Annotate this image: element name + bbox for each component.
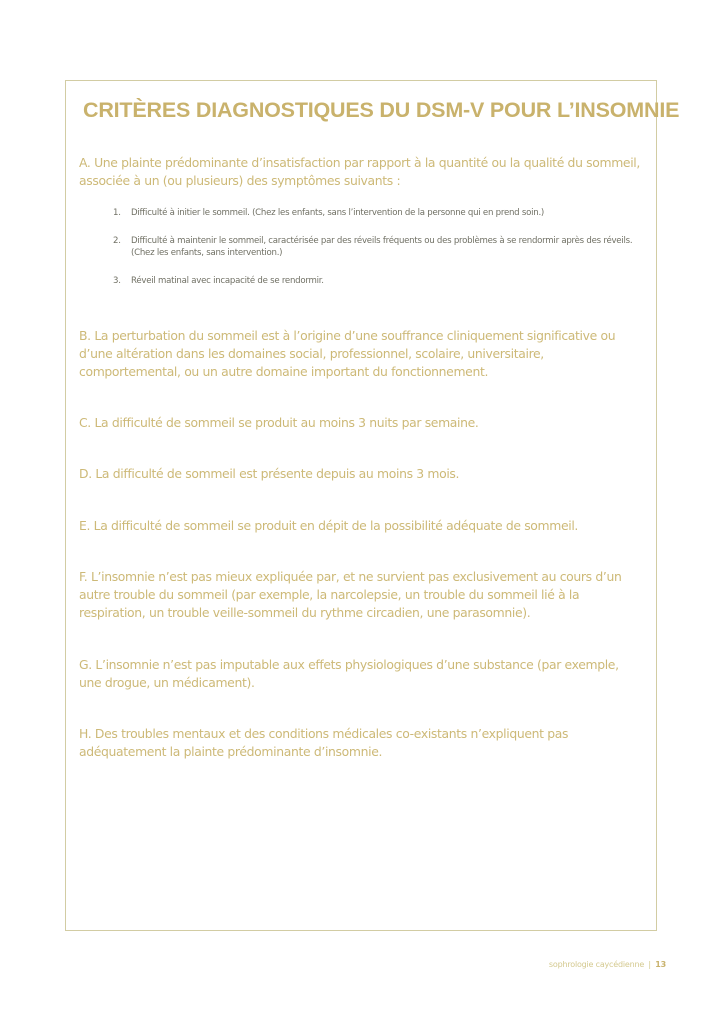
list-item-number: 2. — [113, 235, 121, 246]
criterion-h: H. Des troubles mentaux et des conditions médicales co-existants n’expliquent pas adéquatement la plainte prédominante d’insomnie. — [79, 726, 569, 759]
list-item — [113, 207, 648, 220]
list-item-number: 1. — [113, 208, 121, 218]
list-item — [113, 275, 648, 288]
list-item-text: Difficulté à maintenir le sommeil, caractérisée par des réveils fréquents ou des problèmes à se rendormir après des réveils. (Chez les enfants, sans intervention.) — [131, 235, 633, 258]
page-footer — [549, 960, 666, 969]
criterion-c: C. La difficulté de sommeil se produit au moins 3 nuits par semaine. — [79, 415, 479, 430]
page-number: 13 — [655, 960, 666, 969]
page-title: CRITÈRES DIAGNOSTIQUES DU DSM-V POUR L’INSOMNIE — [83, 98, 680, 122]
criterion-b: B. La perturbation du sommeil est à l’origine d’une souffrance cliniquement significative ou d’une altération dans les domaines social, professionnel, scolaire, universitaire, comportemental, ou un autre domaine important du fonctionnement. — [79, 328, 616, 379]
footer-separator: | — [648, 960, 651, 969]
list-item-text: Réveil matinal avec incapacité de se rendormir. — [131, 275, 324, 286]
criterion-a: A. Une plainte prédominante d’insatisfaction par rapport à la quantité ou la qualité du sommeil, associée à un (ou plusieurs) des symptômes suivants : — [79, 155, 640, 188]
criterion-a-symptom-list — [113, 207, 648, 302]
footer-label: sophrologie caycédienne — [548, 960, 645, 969]
list-item — [113, 235, 648, 260]
criterion-e: E. La difficulté de sommeil se produit en dépit de la possibilité adéquate de sommeil. — [79, 518, 579, 533]
criterion-g: G. L’insomnie n’est pas imputable aux effets physiologiques d’une substance (par exemple, une drogue, un médicament). — [79, 657, 619, 690]
criterion-d: D. La difficulté de sommeil est présente depuis au moins 3 mois. — [79, 466, 460, 481]
list-item-text: Difficulté à initier le sommeil. (Chez les enfants, sans l’intervention de la personne qui en prend soin.) — [131, 208, 545, 218]
criterion-f: F. L’insomnie n’est pas mieux expliquée par, et ne survient pas exclusivement au cours d’un autre trouble du sommeil (par exemple, la narcolepsie, un trouble du sommeil lié à la respiration, un trouble veille-sommeil du rythme circadien, une parasomnie). — [79, 569, 622, 620]
list-item-number: 3. — [113, 275, 121, 286]
